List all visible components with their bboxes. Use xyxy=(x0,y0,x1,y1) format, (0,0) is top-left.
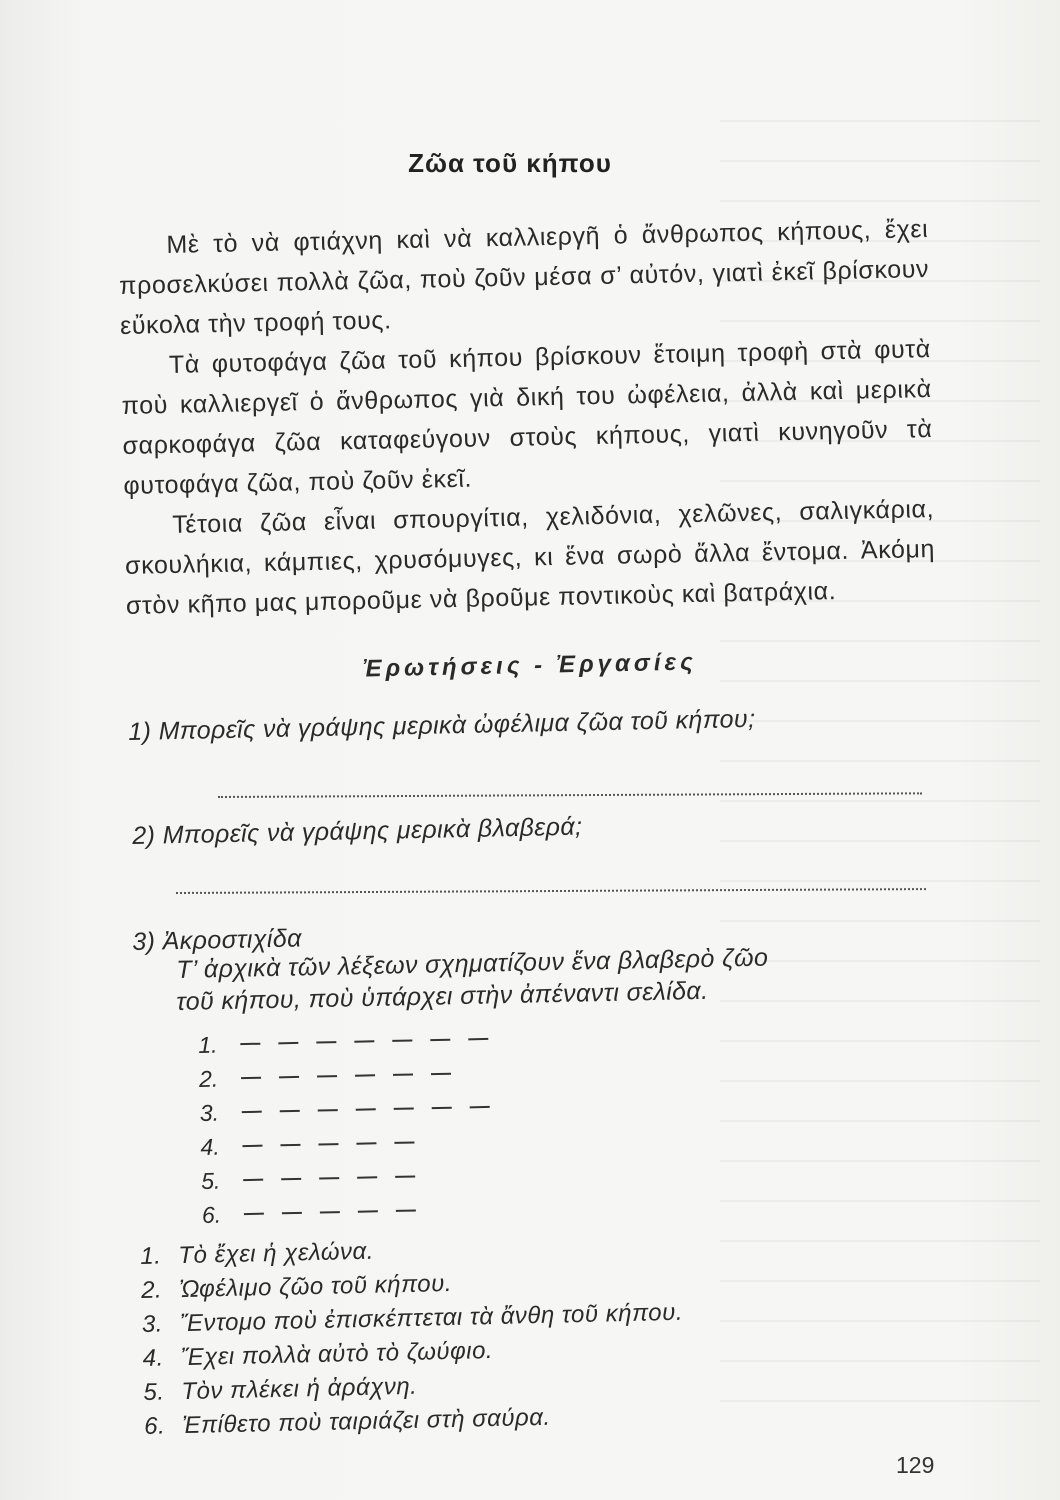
letter-blank[interactable] xyxy=(242,1145,262,1147)
acrostic-row-number: 6. xyxy=(201,1201,222,1228)
clue-number: 3. xyxy=(141,1310,164,1338)
letter-blank[interactable] xyxy=(468,1038,488,1040)
letter-blank[interactable] xyxy=(393,1074,413,1076)
page-number: 129 xyxy=(896,1452,935,1478)
letter-blank[interactable] xyxy=(282,1212,302,1214)
letter-blank[interactable] xyxy=(432,1107,452,1109)
letter-blank[interactable] xyxy=(280,1110,300,1112)
clue-text: Ὠφέλιμο ζῶο τοῦ κήπου. xyxy=(178,1269,453,1304)
letter-blank[interactable] xyxy=(244,1213,264,1215)
acrostic-instruction-line-1: Τ’ ἀρχικὰ τῶν λέξεων σχηματίζουν ἕνα βλαβερὸ ζῶο xyxy=(176,943,769,984)
clue-number: 4. xyxy=(142,1344,165,1372)
clue-text: Τὸν πλέκει ἡ ἀράχνη. xyxy=(181,1372,418,1406)
paragraph-2: Τὰ φυτοφάγα ζῶα τοῦ κήπου βρίσκουν ἕτοιμη τροφὴ στὰ φυτὰ ποὺ καλλιεργεῖ ὁ ἄνθρωπος γιὰ δική του ὠφέλεια, ἀλλὰ καὶ μερικὰ σαρκοφάγα ζῶα καταφεύγουν στοὺς κήπους, γιατὶ κυνηγοῦν τὰ φυτοφάγα ζῶα, ποὺ ζοῦν ἐκεῖ. xyxy=(121,335,933,500)
clue-number: 1. xyxy=(140,1242,162,1270)
clue-number: 2. xyxy=(140,1276,163,1304)
paragraph-3: Τέτοια ζῶα εἶναι σπουργίτια, χελιδόνια, χελῶνες, σαλιγκάρια, σκουλήκια, κάμπιες, χρυσόμυγες, κι ἕνα σωρὸ ἄλλα ἔντομα. Ἀκόμη στὸν κῆπο μας μποροῦμε νὰ βροῦμε ποντικοὺς καὶ βατράχια. xyxy=(124,494,936,620)
letter-blank[interactable] xyxy=(431,1073,451,1075)
letter-blank[interactable] xyxy=(394,1107,414,1109)
letter-blank[interactable] xyxy=(395,1175,415,1177)
acrostic-grid xyxy=(198,1022,510,1232)
letter-blank[interactable] xyxy=(279,1076,299,1078)
letter-blank[interactable] xyxy=(470,1106,490,1108)
clue-text: Ἐπίθετο ποὺ ταιριάζει στὴ σαύρα. xyxy=(181,1403,551,1440)
acrostic-instruction-line-2: τοῦ κήπου, ποὺ ὑπάρχει στὴν ἀπέναντι σελίδα. xyxy=(176,976,709,1016)
clue-text: Ἔχει πολλὰ αὐτὸ τὸ ζωύφιο. xyxy=(180,1337,494,1372)
questions-heading: Ἐρωτήσεις - Ἐργασίες xyxy=(362,648,698,683)
body-text xyxy=(118,209,936,626)
clue-number: 5. xyxy=(143,1378,165,1406)
acrostic-row xyxy=(202,1192,511,1232)
question-3: 3) Ἀκροστιχίδα xyxy=(132,924,303,956)
letter-blank[interactable] xyxy=(394,1141,414,1143)
acrostic-row-number: 3. xyxy=(199,1099,220,1126)
acrostic-row-number: 4. xyxy=(200,1133,220,1160)
page-title: Ζῶα τοῦ κήπου xyxy=(408,148,612,178)
letter-blank[interactable] xyxy=(396,1209,416,1211)
letter-blank[interactable] xyxy=(356,1108,376,1110)
letter-blank[interactable] xyxy=(430,1039,450,1041)
acrostic-row-number: 2. xyxy=(198,1065,219,1092)
letter-blank[interactable] xyxy=(240,1043,260,1045)
letter-blank[interactable] xyxy=(318,1143,338,1145)
letter-blank[interactable] xyxy=(354,1040,374,1042)
letter-blank[interactable] xyxy=(318,1109,338,1111)
letter-blank[interactable] xyxy=(392,1040,412,1042)
letter-blank[interactable] xyxy=(317,1075,337,1077)
letter-blank[interactable] xyxy=(356,1142,376,1144)
question-1: 1) Μπορεῖς νὰ γράψης μερικὰ ὠφέλιμα ζῶα τοῦ κήπου; xyxy=(128,704,756,746)
letter-blank[interactable] xyxy=(355,1074,375,1076)
letter-blank[interactable] xyxy=(280,1144,300,1146)
letter-blank[interactable] xyxy=(357,1176,377,1178)
letter-blank[interactable] xyxy=(319,1177,339,1179)
paragraph-1: Μὲ τὸ νὰ φτιάχνη καὶ νὰ καλλιεργῆ ὁ ἄνθρωπος κήπους, ἔχει προσελκύσει πολλὰ ζῶα, ποὺ ζοῦν μέσα σ’ αὐτόν, γιατὶ ἐκεῖ βρίσκουν εὔκολα τὴν τροφή τους. xyxy=(118,215,930,340)
acrostic-row-number: 1. xyxy=(198,1031,218,1058)
letter-blank[interactable] xyxy=(242,1111,262,1113)
clue-number: 6. xyxy=(143,1412,166,1440)
question-2: 2) Μπορεῖς νὰ γράψης μερικὰ βλαβερά; xyxy=(132,812,583,850)
acrostic-row-number: 5. xyxy=(200,1167,221,1194)
clue-text: Τὸ ἔχει ἡ χελώνα. xyxy=(178,1237,375,1270)
letter-blank[interactable] xyxy=(241,1077,261,1079)
letter-blank[interactable] xyxy=(316,1041,336,1043)
letter-blank[interactable] xyxy=(358,1210,378,1212)
letter-blank[interactable] xyxy=(243,1179,263,1181)
letter-blank[interactable] xyxy=(278,1042,298,1044)
clue-list xyxy=(140,1228,686,1444)
letter-blank[interactable] xyxy=(281,1178,301,1180)
letter-blank[interactable] xyxy=(320,1211,340,1213)
clue-text: Ἔντομο ποὺ ἐπισκέπτεται τὰ ἄνθη τοῦ κήπου. xyxy=(179,1298,684,1338)
